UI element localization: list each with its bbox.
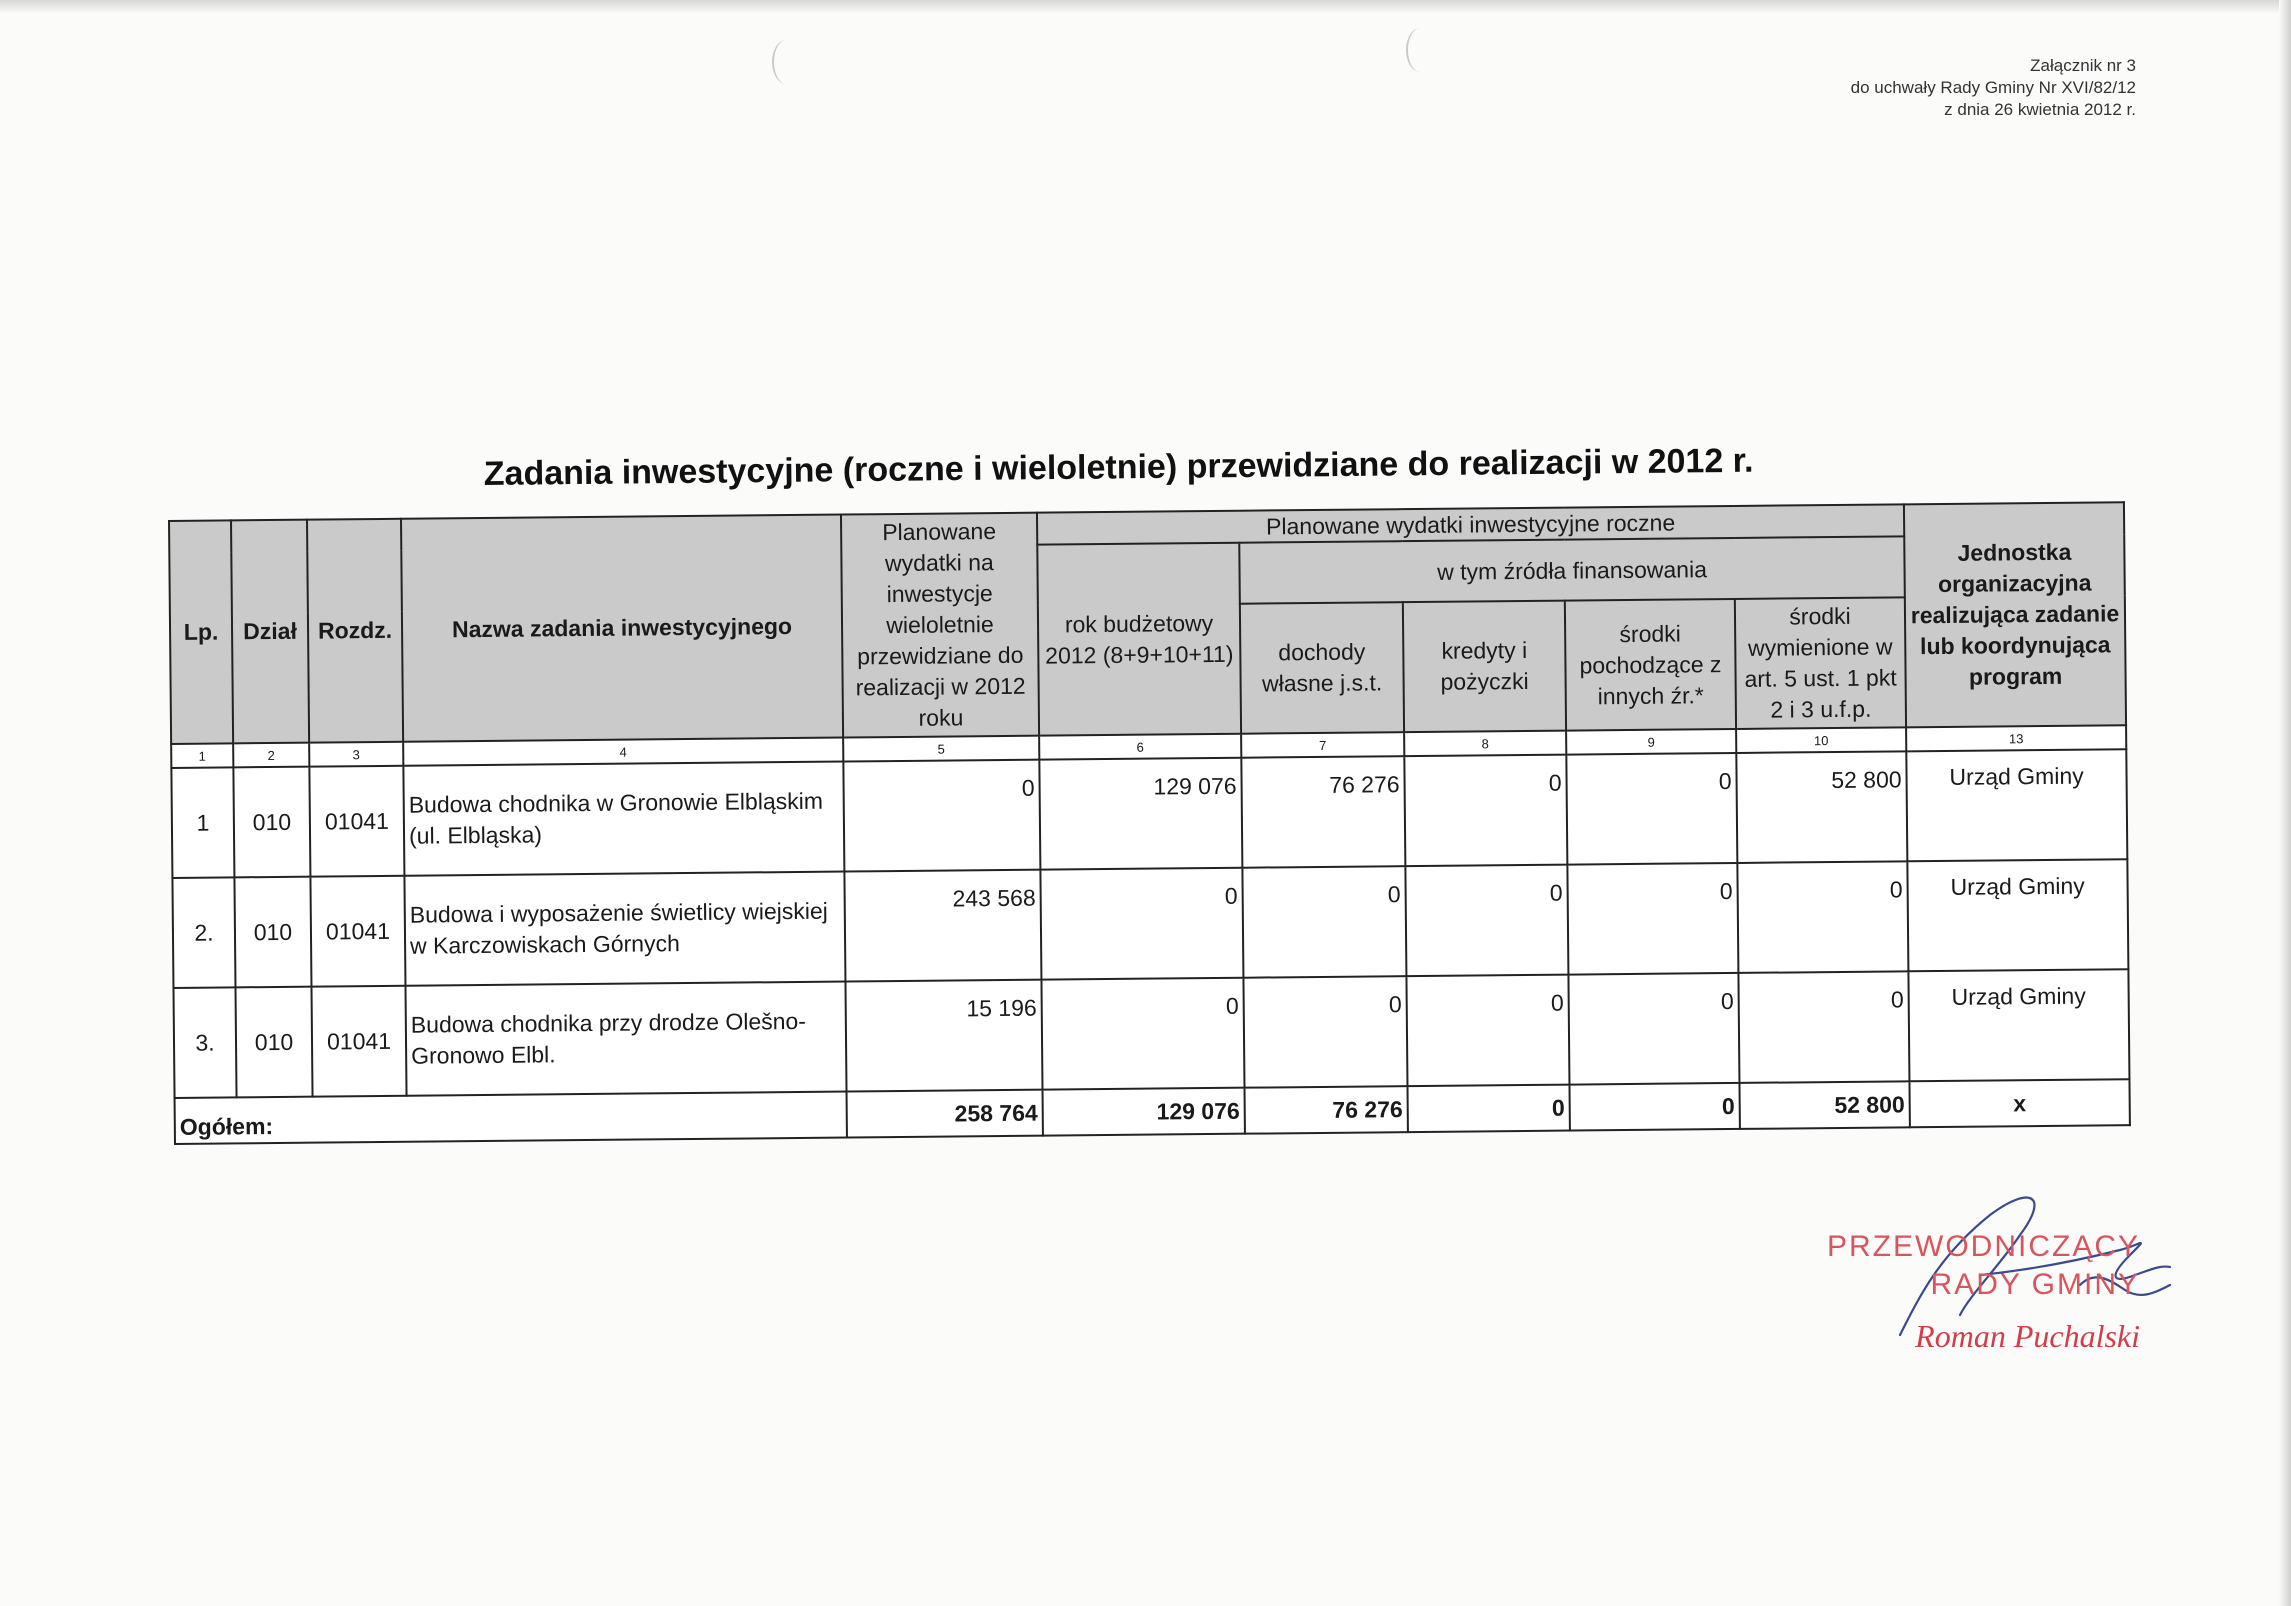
total-unit: x [1909,1079,2129,1127]
investment-table [168,501,2129,1145]
cell-lp: 1 [171,767,234,878]
table-row [171,749,2127,878]
column-number: 3 [309,742,403,767]
header-other-sources: środki pochodzące z innych źr.* [1565,599,1736,731]
punch-hole-mark [772,40,800,84]
header-unit: Jednostka organizacyjna realizująca zadanie lub koordynująca program [1904,502,2126,727]
cell-art5: 0 [1738,971,1909,1083]
header-budget-year: rok budżetowy 2012 (8+9+10+11) [1037,543,1241,736]
column-number: 10 [1736,727,1906,753]
total-multiyear: 258 764 [847,1090,1043,1138]
stamp-title: PRZEWODNICZĄCY [1827,1230,2140,1263]
total-label: Ogółem: [175,1092,847,1144]
cell-dzial: 010 [234,877,311,988]
table-row [172,859,2128,988]
cell-multiyear: 15 196 [845,980,1042,1092]
cell-dzial: 010 [235,987,312,1098]
cell-unit: Urząd Gminy [1906,749,2127,861]
cell-other: 0 [1568,973,1739,1085]
chairman-stamp [1800,1228,2140,1355]
cell-rozdz: 01041 [311,986,406,1097]
annex-note [1851,55,2136,121]
cell-own-income: 0 [1243,976,1407,1088]
column-number: 8 [1404,731,1566,757]
column-number: 4 [403,738,843,766]
header-own-income: dochody własne j.s.t. [1240,602,1404,734]
header-planned-annual: Planowane wydatki inwestycyjne roczne [1037,504,1904,544]
annex-line-1: Załącznik nr 3 [2030,56,2136,75]
cell-lp: 2. [172,877,235,988]
column-number: 1 [171,743,233,768]
column-number: 7 [1241,732,1404,758]
cell-budget: 0 [1041,978,1244,1090]
cell-multiyear: 243 568 [844,870,1041,982]
column-number: 2 [233,743,309,768]
cell-lp: 3. [173,987,236,1098]
cell-art5: 0 [1737,861,1908,973]
punch-hole-mark [1406,28,1434,72]
total-own-income: 76 276 [1244,1086,1407,1134]
header-loans: kredyty i pożyczki [1403,601,1566,733]
cell-budget: 0 [1040,868,1243,980]
header-rozdz: Rozdz. [307,519,403,743]
total-budget: 129 076 [1043,1088,1245,1136]
stamp-subtitle: RADY GMINY [1930,1268,2140,1301]
column-number: 13 [1906,725,2126,751]
scan-top-edge [0,0,2291,14]
cell-loans: 0 [1404,755,1567,867]
header-dzial: Dział [231,520,309,744]
column-number: 6 [1039,734,1241,760]
header-task-name: Nazwa zadania inwestycyjnego [401,515,843,742]
annex-line-3: z dnia 26 kwietnia 2012 r. [1944,100,2136,119]
stamp-name: Roman Puchalski [1915,1318,2140,1354]
cell-other: 0 [1567,863,1738,975]
column-number: 5 [843,736,1039,762]
header-planned-multiyear: Planowane wydatki na inwestycje wieloletnie przewidziane do realizacji w 2012 roku [841,513,1039,738]
cell-unit: Urząd Gminy [1907,859,2128,971]
cell-task-name: Budowa i wyposażenie świetlicy wiejskiej w Karczowiskach Górnych [404,872,845,986]
cell-multiyear: 0 [843,760,1040,872]
total-other: 0 [1569,1083,1739,1131]
cell-own-income: 0 [1242,866,1406,978]
header-sources: w tym źródła finansowania [1239,536,1905,603]
cell-other: 0 [1566,753,1737,865]
header-art5: środki wymienione w art. 5 ust. 1 pkt 2 i 3 u.f.p. [1735,597,1906,729]
column-number: 9 [1566,729,1736,755]
header-lp: Lp. [169,520,233,744]
cell-unit: Urząd Gminy [1908,969,2129,1081]
document-title: Zadania inwestycyjne (roczne i wieloletnie) przewidziane do realizacji w 2012 r. [483,441,1754,494]
scan-right-edge [2279,0,2291,1606]
cell-task-name: Budowa chodnika przy drodze Olešno-Gronowo Elbl. [405,982,846,1096]
cell-own-income: 76 276 [1241,756,1405,868]
cell-rozdz: 01041 [310,876,405,987]
cell-budget: 129 076 [1039,758,1242,870]
total-art5: 52 800 [1739,1081,1909,1129]
cell-dzial: 010 [233,767,310,878]
cell-art5: 52 800 [1736,751,1907,863]
annex-line-2: do uchwały Rady Gminy Nr XVI/82/12 [1850,78,2136,97]
cell-loans: 0 [1405,865,1568,977]
cell-task-name: Budowa chodnika w Gronowie Elbląskim (ul. Elbląska) [403,762,844,876]
total-loans: 0 [1407,1085,1569,1133]
cell-loans: 0 [1406,975,1569,1087]
table-row [173,969,2129,1098]
cell-rozdz: 01041 [309,766,404,877]
